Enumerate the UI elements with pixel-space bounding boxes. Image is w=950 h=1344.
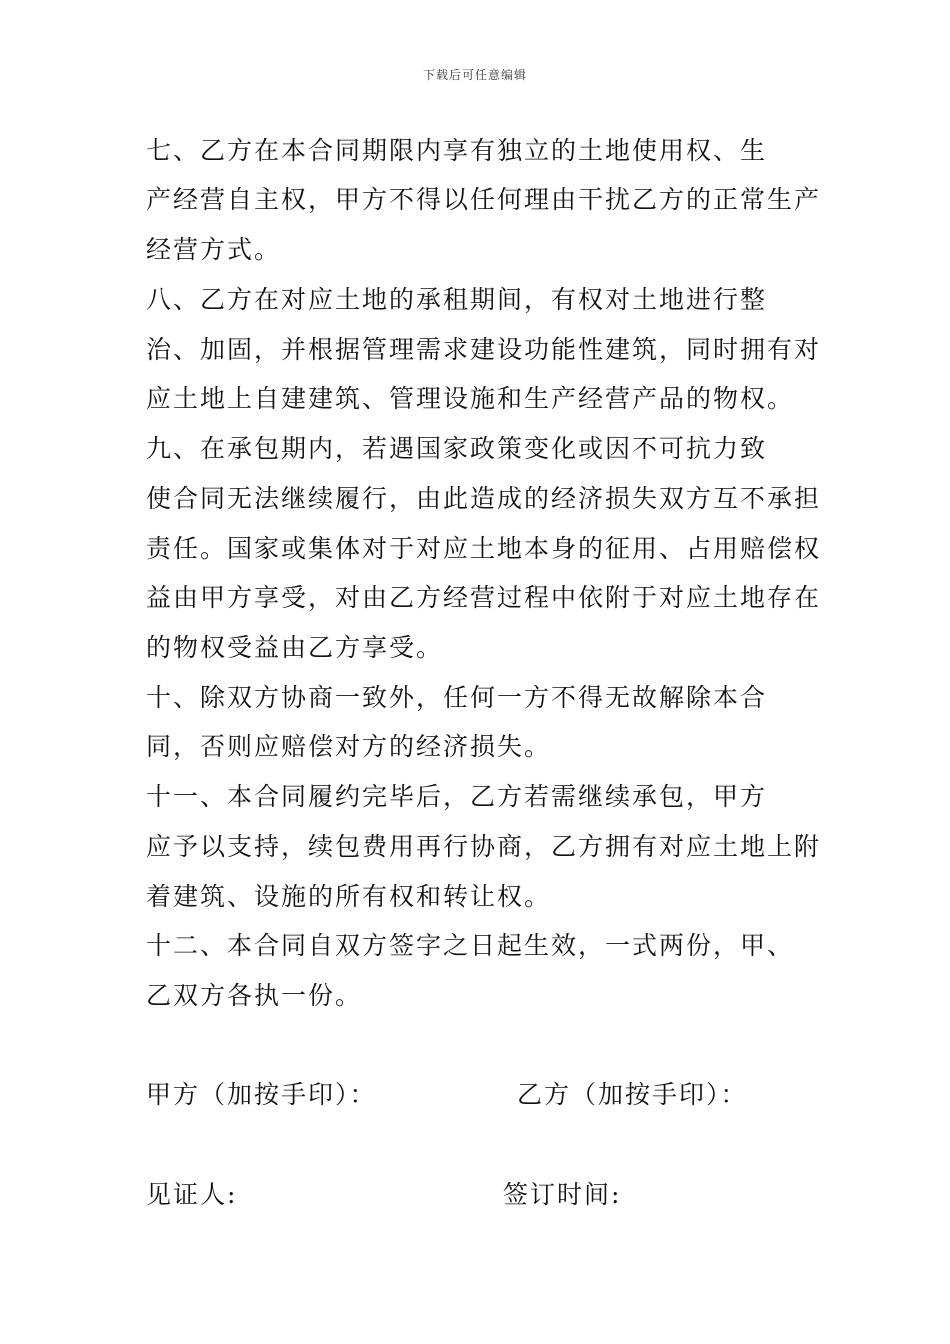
clause-7-line-1: 七、乙方在本合同期限内享有独立的土地使用权、生 bbox=[146, 136, 768, 165]
clause-11-line-3: 着建筑、设施的所有权和转让权。 bbox=[146, 882, 552, 911]
signing-time-label: 签订时间: bbox=[503, 1180, 622, 1209]
party-b-signature-label: 乙方（加按手印）： bbox=[517, 1080, 748, 1109]
clause-8-line-1: 八、乙方在对应土地的承租期间，有权对土地进行整 bbox=[146, 285, 768, 314]
clause-7-line-2: 产经营自主权，甲方不得以任何理由干扰乙方的正常生产 bbox=[146, 185, 822, 214]
page-header: 下载后可任意编辑 bbox=[422, 68, 527, 82]
clause-9-line-5: 的物权受益由乙方享受。 bbox=[146, 633, 444, 662]
clause-7-line-3: 经营方式。 bbox=[146, 235, 282, 264]
clause-11-line-2: 应予以支持，续包费用再行协商，乙方拥有对应土地上附 bbox=[146, 832, 822, 861]
clause-8-line-3: 应土地上自建建筑、管理设施和生产经营产品的物权。 bbox=[146, 384, 795, 413]
clause-9-line-4: 益由甲方享受，对由乙方经营过程中依附于对应土地存在 bbox=[146, 583, 822, 612]
clause-9-line-2: 使合同无法继续履行，由此造成的经济损失双方互不承担 bbox=[146, 484, 822, 513]
clause-10-line-2: 同，否则应赔偿对方的经济损失。 bbox=[146, 732, 552, 761]
clause-12-line-1: 十二、本合同自双方签字之日起生效，一式两份，甲、 bbox=[146, 931, 795, 960]
party-a-signature-label: 甲方（加按手印）： bbox=[146, 1080, 377, 1109]
clause-8-line-2: 治、加固，并根据管理需求建设功能性建筑，同时拥有对 bbox=[146, 335, 822, 364]
clause-9-line-1: 九、在承包期内，若遇国家政策变化或因不可抗力致 bbox=[146, 434, 768, 463]
clause-10-line-1: 十、除双方协商一致外，任何一方不得无故解除本合 bbox=[146, 683, 768, 712]
witness-label: 见证人: bbox=[146, 1180, 238, 1209]
clause-12-line-2: 乙双方各执一份。 bbox=[146, 981, 363, 1010]
clause-9-line-3: 责任。国家或集体对于对应土地本身的征用、占用赔偿权 bbox=[146, 534, 822, 563]
clause-11-line-1: 十一、本合同履约完毕后，乙方若需继续承包，甲方 bbox=[146, 782, 768, 811]
